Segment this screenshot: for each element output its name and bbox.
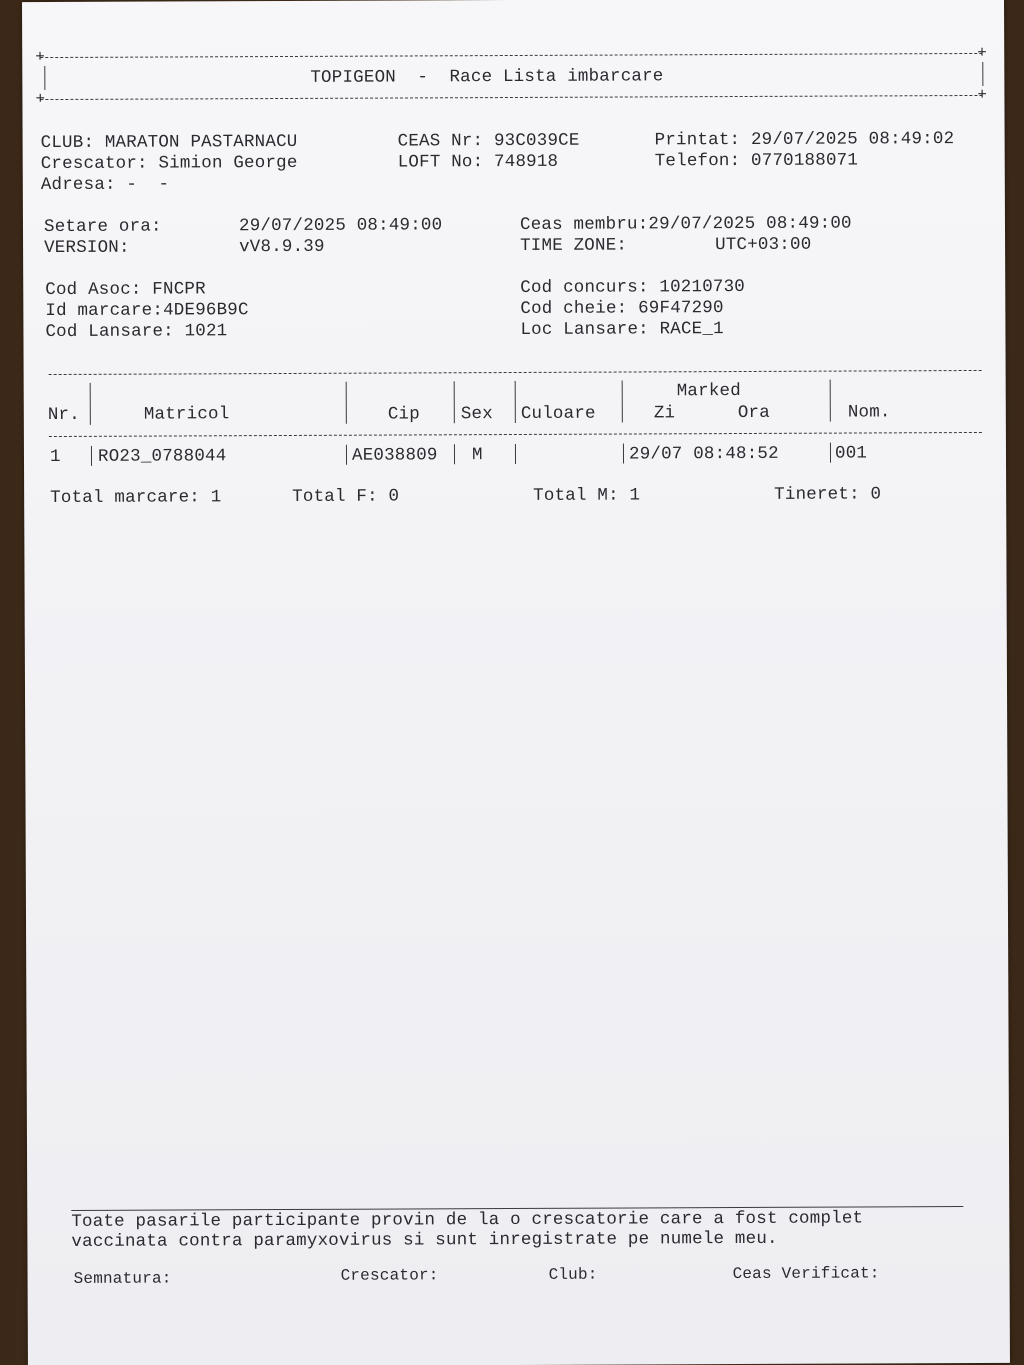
title-box-top-border	[40, 53, 982, 58]
column-header-cip: Cip	[387, 404, 420, 425]
table-header-separator	[49, 432, 982, 437]
breeder-name: Crescator: Simion George	[40, 152, 298, 175]
column-header-sex: Sex	[460, 404, 493, 425]
column-divider	[830, 380, 831, 422]
cell-sex: M	[471, 445, 483, 466]
corner-mark: +	[977, 43, 988, 62]
title-box-bottom-border	[40, 95, 982, 100]
print-timestamp: Printat: 29/07/2025 08:49:02	[654, 129, 955, 151]
title-box-left-border	[44, 66, 45, 90]
column-divider	[515, 381, 516, 423]
column-header-culoare: Culoare	[520, 403, 596, 424]
set-time-label: Setare ora:	[43, 216, 162, 238]
clock-number: CEAS Nr: 93C039CE	[397, 130, 580, 152]
version-value: vV8.9.39	[239, 236, 325, 258]
release-code: Cod Lansare: 1021	[45, 321, 228, 343]
total-female: Total F: 0	[292, 486, 400, 507]
contest-code: Cod concurs: 10210730	[520, 276, 746, 298]
breeder-signature-label: Crescator:	[340, 1266, 439, 1285]
column-header-matricol: Matricol	[143, 404, 230, 425]
corner-mark: +	[977, 85, 988, 104]
column-divider	[90, 383, 91, 425]
column-divider	[346, 382, 347, 424]
release-location: Loc Lansare: RACE_1	[520, 319, 724, 340]
column-divider	[515, 444, 516, 464]
cell-marked-time: 29/07 08:48:52	[628, 443, 779, 465]
printed-sheet	[22, 0, 1010, 1365]
member-clock: Ceas membru:29/07/2025 08:49:00	[519, 213, 852, 235]
version-label: VERSION:	[44, 237, 130, 259]
column-divider	[622, 381, 623, 423]
club-signature-label: Club:	[548, 1265, 598, 1284]
declaration-line-1: Toate pasarile participante provin de la o crescatorie care a fost complet	[71, 1208, 864, 1232]
cell-cip: AE038809	[351, 445, 438, 466]
total-male: Total M: 1	[533, 485, 641, 506]
phone-number: Telefon: 0770188071	[654, 150, 859, 172]
column-divider	[454, 444, 455, 464]
column-header-zi: Zi	[653, 403, 676, 424]
column-divider	[91, 446, 92, 466]
table-top-border	[49, 370, 982, 375]
corner-mark: +	[35, 48, 46, 67]
signature-label: Semnatura:	[73, 1269, 172, 1288]
column-divider	[346, 445, 347, 465]
marking-id: Id marcare:4DE96B9C	[45, 300, 249, 322]
time-zone-label: TIME ZONE:	[520, 235, 628, 256]
club-name: CLUB: MARATON PASTARNACU	[40, 131, 298, 154]
page-title: TOPIGEON - Race Lista imbarcare	[310, 66, 664, 88]
column-divider	[830, 443, 831, 463]
column-header-marked: Marked	[676, 381, 741, 402]
column-header-ora: Ora	[737, 402, 770, 424]
column-divider	[454, 381, 455, 423]
address: Adresa: - -	[40, 174, 170, 196]
cell-matricol: RO23_0788044	[97, 446, 227, 467]
time-zone-value: UTC+03:00	[715, 234, 812, 256]
total-marked: Total marcare: 1	[50, 487, 222, 509]
declaration-line-2: vaccinata contra paramyxovirus si sunt inregistrate pe numele meu.	[71, 1228, 778, 1252]
key-code: Cod cheie: 69F47290	[520, 298, 724, 319]
title-box-right-border	[982, 62, 983, 86]
clock-verified-label: Ceas Verificat:	[732, 1264, 880, 1284]
cell-nom: 001	[834, 443, 868, 464]
column-header-nr: Nr.	[47, 404, 80, 426]
cell-nr: 1	[49, 446, 61, 468]
column-divider	[623, 444, 624, 464]
column-header-nom: Nom.	[847, 402, 891, 423]
association-code: Cod Asoc: FNCPR	[45, 279, 206, 301]
set-time-value: 29/07/2025 08:49:00	[238, 215, 443, 237]
corner-mark: +	[35, 90, 46, 109]
loft-number: LOFT No: 748918	[397, 151, 559, 173]
total-youth: Tineret: 0	[774, 484, 882, 505]
